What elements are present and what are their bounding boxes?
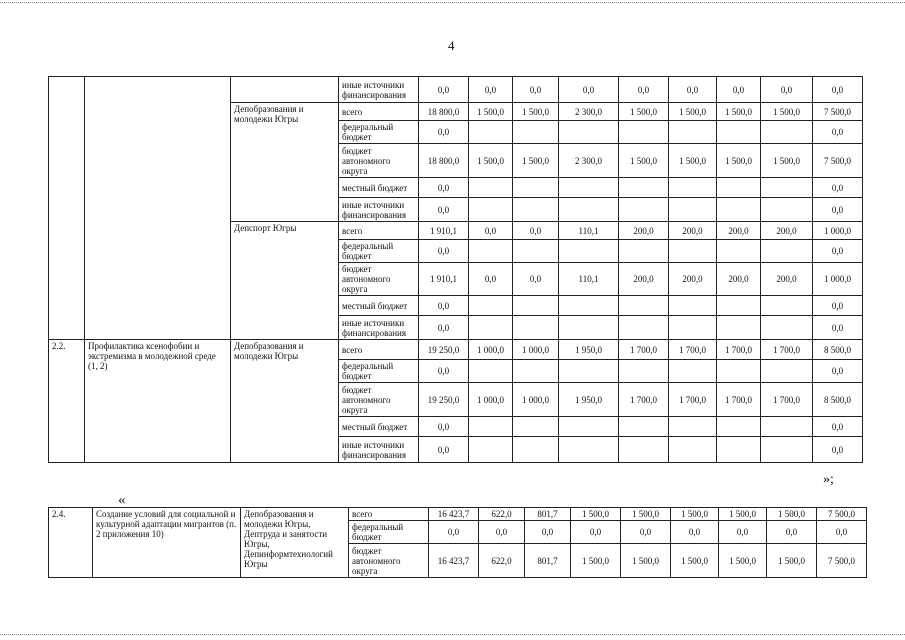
value-cell xyxy=(513,198,559,222)
funding-source-cell: бюджет автономного округа xyxy=(339,144,419,178)
value-cell: 0,0 xyxy=(479,521,525,544)
value-cell xyxy=(619,198,669,222)
value-cell: 19 250,0 xyxy=(419,340,469,360)
value-cell: 19 250,0 xyxy=(419,383,469,417)
funding-source-cell: всего xyxy=(339,103,419,121)
value-cell xyxy=(669,296,717,316)
value-cell: 1 000,0 xyxy=(469,340,513,360)
value-cell: 1 000,0 xyxy=(813,222,863,240)
value-cell: 1 700,0 xyxy=(761,383,813,417)
value-cell xyxy=(469,296,513,316)
funding-source-cell: иные источники финансирования xyxy=(339,316,419,340)
value-cell xyxy=(717,437,761,463)
item-name-cell xyxy=(85,77,231,340)
value-cell xyxy=(761,360,813,383)
executor-cell: Депобразования и молодежи Югры, Дептруда и занятости Югры, Депинформтехнологий Югры xyxy=(241,508,349,578)
value-cell xyxy=(513,316,559,340)
value-cell: 0,0 xyxy=(571,521,621,544)
value-cell: 1 500,0 xyxy=(571,544,621,578)
value-cell xyxy=(717,178,761,198)
value-cell: 1 500,0 xyxy=(719,544,767,578)
value-cell xyxy=(619,360,669,383)
value-cell: 8 500,0 xyxy=(813,383,863,417)
value-cell: 0,0 xyxy=(669,77,717,103)
item-number-cell: 2.2. xyxy=(49,340,85,463)
value-cell: 1 500,0 xyxy=(513,144,559,178)
value-cell: 1 500,0 xyxy=(761,144,813,178)
funding-source-cell: всего xyxy=(339,222,419,240)
value-cell: 0,0 xyxy=(671,521,719,544)
value-cell: 1 500,0 xyxy=(671,544,719,578)
value-cell: 0,0 xyxy=(419,121,469,144)
value-cell xyxy=(559,198,619,222)
value-cell xyxy=(761,240,813,263)
value-cell: 0,0 xyxy=(525,521,571,544)
value-cell: 0,0 xyxy=(469,263,513,296)
value-cell xyxy=(513,121,559,144)
value-cell: 1 700,0 xyxy=(669,383,717,417)
value-cell: 1 500,0 xyxy=(513,103,559,121)
value-cell xyxy=(469,316,513,340)
value-cell xyxy=(559,360,619,383)
value-cell: 16 423,7 xyxy=(429,508,479,521)
value-cell: 0,0 xyxy=(419,296,469,316)
value-cell: 200,0 xyxy=(619,263,669,296)
funding-source-cell: федеральный бюджет xyxy=(339,360,419,383)
value-cell: 16 423,7 xyxy=(429,544,479,578)
table-row xyxy=(49,77,863,103)
opening-quote-mark: « xyxy=(118,492,126,508)
funding-source-cell: федеральный бюджет xyxy=(349,521,429,544)
value-cell: 0,0 xyxy=(813,417,863,437)
value-cell: 1 500,0 xyxy=(767,508,817,521)
executor-cell xyxy=(231,77,339,103)
value-cell xyxy=(469,178,513,198)
value-cell: 8 500,0 xyxy=(813,340,863,360)
scan-border-bottom xyxy=(0,634,905,635)
funding-source-cell: бюджет автономного округа xyxy=(339,383,419,417)
value-cell: 0,0 xyxy=(813,198,863,222)
value-cell: 1 500,0 xyxy=(621,544,671,578)
value-cell: 0,0 xyxy=(813,77,863,103)
value-cell: 0,0 xyxy=(419,178,469,198)
value-cell: 0,0 xyxy=(559,77,619,103)
value-cell: 1 700,0 xyxy=(619,383,669,417)
value-cell: 0,0 xyxy=(817,521,867,544)
funding-source-cell: федеральный бюджет xyxy=(339,240,419,263)
value-cell: 1 700,0 xyxy=(717,340,761,360)
value-cell xyxy=(761,198,813,222)
value-cell: 1 500,0 xyxy=(469,103,513,121)
value-cell xyxy=(717,198,761,222)
value-cell: 1 500,0 xyxy=(719,508,767,521)
value-cell: 7 500,0 xyxy=(813,144,863,178)
value-cell xyxy=(717,121,761,144)
value-cell xyxy=(669,178,717,198)
value-cell: 1 500,0 xyxy=(671,508,719,521)
value-cell xyxy=(513,360,559,383)
value-cell xyxy=(469,240,513,263)
value-cell: 200,0 xyxy=(761,222,813,240)
executor-cell: Депобразования и молодежи Югры xyxy=(231,103,339,222)
value-cell xyxy=(717,316,761,340)
value-cell: 0,0 xyxy=(419,77,469,103)
value-cell: 1 000,0 xyxy=(513,383,559,417)
value-cell: 1 000,0 xyxy=(513,340,559,360)
value-cell: 1 500,0 xyxy=(619,144,669,178)
value-cell: 0,0 xyxy=(813,178,863,198)
funding-source-cell: бюджет автономного округа xyxy=(339,263,419,296)
value-cell: 0,0 xyxy=(429,521,479,544)
value-cell xyxy=(761,178,813,198)
value-cell xyxy=(559,296,619,316)
value-cell xyxy=(669,240,717,263)
executor-cell: Депобразования и молодежи Югры xyxy=(231,340,339,463)
value-cell: 0,0 xyxy=(513,222,559,240)
value-cell: 0,0 xyxy=(813,316,863,340)
value-cell: 1 000,0 xyxy=(813,263,863,296)
value-cell xyxy=(513,296,559,316)
value-cell xyxy=(717,240,761,263)
value-cell: 110,1 xyxy=(559,222,619,240)
value-cell: 0,0 xyxy=(419,437,469,463)
value-cell: 200,0 xyxy=(669,222,717,240)
value-cell xyxy=(469,198,513,222)
value-cell: 0,0 xyxy=(419,240,469,263)
funding-source-cell: всего xyxy=(349,508,429,521)
value-cell: 0,0 xyxy=(767,521,817,544)
funding-source-cell: местный бюджет xyxy=(339,417,419,437)
value-cell: 1 500,0 xyxy=(767,544,817,578)
value-cell: 0,0 xyxy=(761,77,813,103)
value-cell: 18 800,0 xyxy=(419,103,469,121)
value-cell xyxy=(619,240,669,263)
value-cell xyxy=(513,417,559,437)
value-cell xyxy=(469,360,513,383)
value-cell: 801,7 xyxy=(525,544,571,578)
value-cell xyxy=(513,437,559,463)
value-cell: 2 300,0 xyxy=(559,144,619,178)
funding-source-cell: бюджет автономного округа xyxy=(349,544,429,578)
value-cell xyxy=(513,240,559,263)
value-cell: 1 500,0 xyxy=(621,508,671,521)
value-cell xyxy=(469,437,513,463)
value-cell: 0,0 xyxy=(621,521,671,544)
value-cell: 0,0 xyxy=(419,360,469,383)
scan-border-top xyxy=(0,2,905,3)
value-cell: 1 500,0 xyxy=(669,103,717,121)
value-cell: 1 500,0 xyxy=(669,144,717,178)
value-cell: 7 500,0 xyxy=(817,544,867,578)
funding-source-cell: местный бюджет xyxy=(339,296,419,316)
value-cell: 0,0 xyxy=(469,222,513,240)
value-cell: 1 500,0 xyxy=(717,103,761,121)
value-cell: 1 500,0 xyxy=(571,508,621,521)
funding-source-cell: федеральный бюджет xyxy=(339,121,419,144)
value-cell: 1 500,0 xyxy=(469,144,513,178)
value-cell: 1 700,0 xyxy=(717,383,761,417)
value-cell xyxy=(717,417,761,437)
value-cell: 1 500,0 xyxy=(717,144,761,178)
value-cell: 0,0 xyxy=(469,77,513,103)
value-cell xyxy=(761,121,813,144)
value-cell: 2 300,0 xyxy=(559,103,619,121)
value-cell xyxy=(669,121,717,144)
value-cell xyxy=(559,240,619,263)
value-cell: 0,0 xyxy=(619,77,669,103)
value-cell: 110,1 xyxy=(559,263,619,296)
item-name-cell: Создание условий для социальной и культурной адаптации мигрантов (п. 2 приложения 10) xyxy=(93,508,241,578)
value-cell: 7 500,0 xyxy=(817,508,867,521)
value-cell: 200,0 xyxy=(669,263,717,296)
value-cell: 0,0 xyxy=(813,437,863,463)
value-cell: 801,7 xyxy=(525,508,571,521)
value-cell xyxy=(559,417,619,437)
value-cell: 1 500,0 xyxy=(619,103,669,121)
budget-table-1 xyxy=(48,76,863,463)
value-cell: 0,0 xyxy=(513,263,559,296)
value-cell xyxy=(717,360,761,383)
value-cell xyxy=(559,121,619,144)
value-cell: 0,0 xyxy=(513,77,559,103)
value-cell: 200,0 xyxy=(717,222,761,240)
value-cell xyxy=(669,198,717,222)
value-cell xyxy=(513,178,559,198)
value-cell: 1 000,0 xyxy=(469,383,513,417)
value-cell: 1 950,0 xyxy=(559,383,619,417)
value-cell: 0,0 xyxy=(419,316,469,340)
value-cell xyxy=(669,316,717,340)
funding-source-cell: иные источники финансирования xyxy=(339,77,419,103)
value-cell xyxy=(669,417,717,437)
executor-cell: Депспорт Югры xyxy=(231,222,339,340)
value-cell: 0,0 xyxy=(813,240,863,263)
value-cell: 200,0 xyxy=(761,263,813,296)
value-cell xyxy=(717,296,761,316)
value-cell: 622,0 xyxy=(479,544,525,578)
value-cell xyxy=(559,437,619,463)
value-cell: 1 910,1 xyxy=(419,263,469,296)
page-number: 4 xyxy=(448,38,455,53)
funding-source-cell: местный бюджет xyxy=(339,178,419,198)
value-cell xyxy=(669,437,717,463)
value-cell: 1 700,0 xyxy=(761,340,813,360)
value-cell: 1 910,1 xyxy=(419,222,469,240)
value-cell xyxy=(559,316,619,340)
table-row xyxy=(49,508,867,521)
value-cell xyxy=(559,178,619,198)
item-number-cell xyxy=(49,77,85,340)
value-cell: 200,0 xyxy=(717,263,761,296)
value-cell xyxy=(469,417,513,437)
table-row xyxy=(49,340,863,360)
value-cell xyxy=(761,316,813,340)
value-cell xyxy=(469,121,513,144)
value-cell: 0,0 xyxy=(719,521,767,544)
value-cell xyxy=(619,316,669,340)
value-cell: 0,0 xyxy=(419,417,469,437)
value-cell: 0,0 xyxy=(813,121,863,144)
value-cell: 1 950,0 xyxy=(559,340,619,360)
value-cell xyxy=(619,437,669,463)
budget-table-2 xyxy=(48,507,867,578)
value-cell xyxy=(761,296,813,316)
value-cell: 1 500,0 xyxy=(761,103,813,121)
value-cell: 0,0 xyxy=(813,296,863,316)
value-cell xyxy=(619,178,669,198)
item-number-cell: 2.4. xyxy=(49,508,93,578)
value-cell xyxy=(619,417,669,437)
value-cell: 1 700,0 xyxy=(619,340,669,360)
value-cell: 622,0 xyxy=(479,508,525,521)
value-cell: 1 700,0 xyxy=(669,340,717,360)
value-cell: 200,0 xyxy=(619,222,669,240)
funding-source-cell: иные источники финансирования xyxy=(339,437,419,463)
value-cell: 0,0 xyxy=(419,198,469,222)
value-cell xyxy=(669,360,717,383)
value-cell: 0,0 xyxy=(813,360,863,383)
value-cell xyxy=(619,296,669,316)
funding-source-cell: иные источники финансирования xyxy=(339,198,419,222)
value-cell xyxy=(619,121,669,144)
funding-source-cell: всего xyxy=(339,340,419,360)
item-name-cell: Профилактика ксенофобии и экстремизма в молодежной среде (1, 2) xyxy=(85,340,231,463)
value-cell: 18 800,0 xyxy=(419,144,469,178)
value-cell xyxy=(761,437,813,463)
value-cell: 0,0 xyxy=(717,77,761,103)
value-cell xyxy=(761,417,813,437)
value-cell: 7 500,0 xyxy=(813,103,863,121)
closing-quote-mark: »; xyxy=(823,472,834,487)
